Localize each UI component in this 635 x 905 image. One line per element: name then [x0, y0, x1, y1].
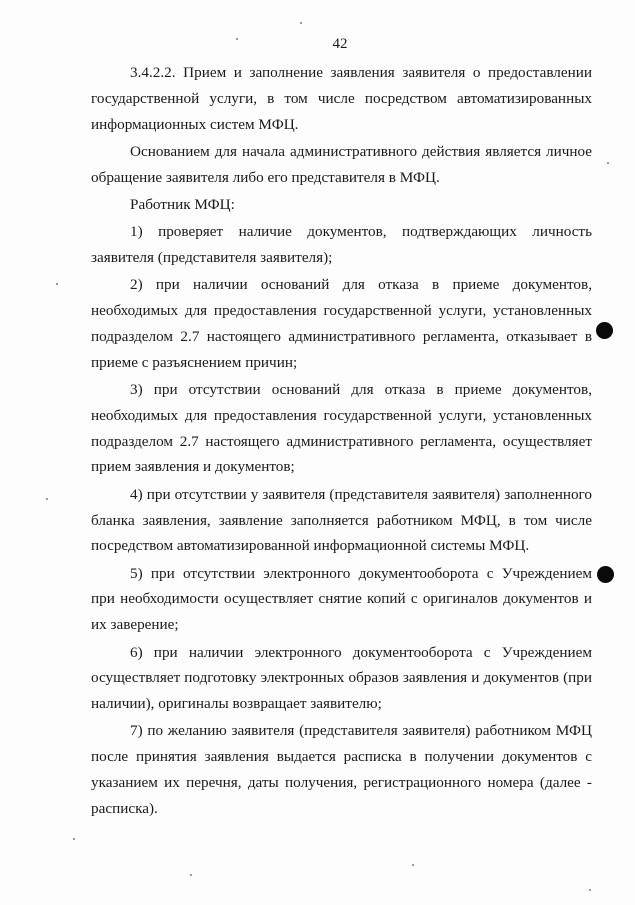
list-item-1: 1) проверяет наличие документов, подтверждающих личность заявителя (представителя заявителя);: [91, 223, 592, 267]
scan-speck: [589, 889, 591, 891]
paragraph-employee-intro: Работник МФЦ:: [130, 195, 235, 213]
paragraph-section-heading: 3.4.2.2. Прием и заполнение заявления заявителя о предоставлении государственной услуги, в том числе посредством автоматизированных информационных систем МФЦ.: [91, 64, 592, 133]
document-body: [91, 60, 592, 822]
list-item-4: 4) при отсутствии у заявителя (представителя заявителя) заполненного бланка заявления, заявление заполняется работником МФЦ, в том числе посредством автоматизированной информационной системы МФЦ.: [91, 485, 592, 555]
list-item-5: 5) при отсутствии электронного документооборота с Учреждением при необходимости осуществляет снятие копий с оригиналов документов и их заверение;: [91, 564, 592, 634]
paragraph-basis: Основанием для начала административного действия является личное обращение заявителя либо его представителя в МФЦ.: [91, 142, 592, 186]
scan-speck: [56, 283, 58, 285]
list-item-6: 6) при наличии электронного документооборота с Учреждением осуществляет подготовку электронных образов заявления и документов (при наличии), оригиналы возвращает заявителю;: [91, 643, 592, 713]
list-item-3: 3) при отсутствии оснований для отказа в приеме документов, необходимых для предоставления государственной услуги, установленных подразделом 2.7 настоящего административного регламента, осуществляет прием заявления и документов;: [91, 381, 592, 476]
scan-speck: [300, 22, 302, 24]
list-item-2: 2) при наличии оснований для отказа в приеме документов, необходимых для предоставления государственной услуги, установленных подразделом 2.7 настоящего административного регламента, отказывает в приеме с разъяснением причин;: [91, 276, 592, 371]
punch-hole-mark: [596, 322, 613, 339]
scan-speck: [73, 838, 75, 840]
scan-speck: [236, 38, 238, 40]
scan-speck: [412, 864, 414, 866]
scan-speck: [46, 498, 48, 500]
list-item-7: 7) по желанию заявителя (представителя заявителя) работником МФЦ после принятия заявления выдается расписка в получении документов с указанием их перечня, даты получения, регистрационного номера (далее - расписка).: [91, 722, 592, 817]
scan-speck: [190, 874, 192, 876]
page-number: 42: [332, 36, 348, 52]
scan-speck: [607, 162, 609, 164]
punch-hole-mark: [597, 566, 614, 583]
